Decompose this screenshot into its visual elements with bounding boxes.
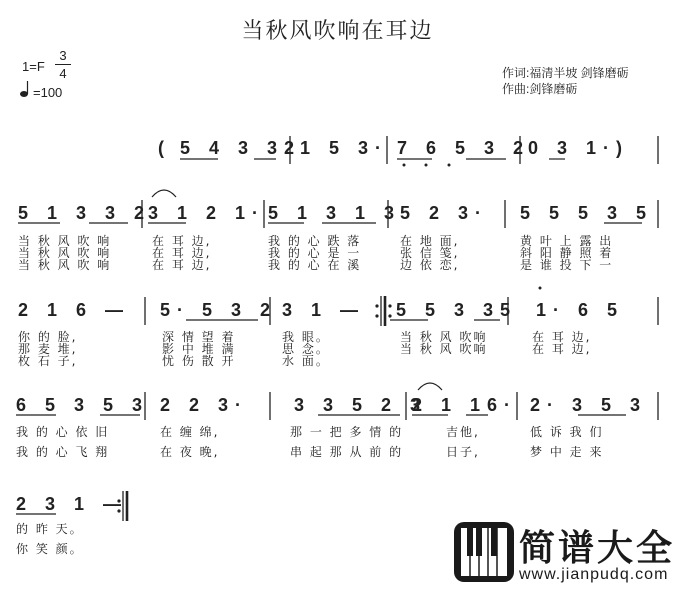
row4-verse2-lyric: 你 笑 颜。 xyxy=(16,542,84,556)
row1-verse3-lyric-1: 当 秋 风 吹 响 xyxy=(18,258,112,272)
row3-verse2-lyric-2: 在 夜 晚, xyxy=(160,445,220,459)
row2-measure-1: 2 1 6 — xyxy=(18,300,131,320)
row2-verse2-lyric-5: 在 耳 边, xyxy=(532,342,592,356)
row3-measure-3: 3 3 5 2 3 xyxy=(294,395,428,415)
row2-verse3-lyric-2: 忧 伤 散 开 xyxy=(162,354,236,368)
key-signature: 1=F xyxy=(22,59,45,74)
row3-verse2-lyric-1: 我 的 心 飞 翔 xyxy=(16,445,110,459)
row3-verse1-lyric-5: 低 诉 我 们 xyxy=(530,425,604,439)
row1-verse1-lyric-3: 我 的 心 跌 落 xyxy=(268,234,362,248)
row1-verse2-lyric-4: 张 信 笺, xyxy=(400,246,460,260)
row3-measure-1: 6 5 3 5 3 xyxy=(16,395,150,415)
piano-logo-icon xyxy=(452,520,516,584)
row1-verse2-lyric-1: 当 秋 风 吹 响 xyxy=(18,246,112,260)
row1-verse2-lyric-3: 我 的 心 是 一 xyxy=(268,246,362,260)
intro-measure-3: 7 6 5 3 2 xyxy=(397,138,531,158)
row1-measure-1: 5 1 3 3 2 xyxy=(18,203,152,223)
row2-verse2-lyric-1: 那 麦 堆, xyxy=(18,342,78,356)
row3-measure-5: 2· 3 5 3 xyxy=(530,395,648,415)
row1-verse1-lyric-1: 当 秋 风 吹 响 xyxy=(18,234,112,248)
intro-measure-2: 1 5 3· xyxy=(300,138,389,158)
row2-verse1-lyric-3: 我 眼。 xyxy=(282,330,330,344)
song-title: 当秋风吹响在耳边 xyxy=(241,18,434,43)
watermark-url: www.jianpudq.com xyxy=(519,566,669,583)
row1-verse1-lyric-5: 黄 叶 上 露 出 xyxy=(520,234,614,248)
row3-measure-2: 2 2 3· xyxy=(160,395,249,415)
intro-measure-1: 5 4 3 32 xyxy=(180,138,302,158)
row2-measure-3: 3 1 — xyxy=(282,300,366,320)
tempo-marking: =100 xyxy=(33,85,63,100)
row3-verse1-lyric-1: 我 的 心 依 旧 xyxy=(16,425,110,439)
row3-verse2-lyric-5: 梦 中 走 来 xyxy=(530,445,604,459)
row2-verse2-lyric-3: 思 念。 xyxy=(282,342,330,356)
row2-verse2-lyric-4: 当 秋 风 吹响 xyxy=(400,342,488,356)
row2-verse1-lyric-5: 在 耳 边, xyxy=(532,330,592,344)
row1-verse2-lyric-5: 斜 阳 静 照 着 xyxy=(520,246,614,260)
row2-measure-4: 5 5 3 35 xyxy=(396,300,518,320)
lyricist-credit: 作词:福清半坡 剑锋磨砺 xyxy=(502,66,629,80)
row2-verse1-lyric-1: 你 的 脸, xyxy=(18,330,78,344)
row1-verse3-lyric-3: 我 的 心 在 溪 xyxy=(268,258,362,272)
row1-verse1-lyric-2: 在 耳 边, xyxy=(152,234,212,248)
time-signature-top: 3 xyxy=(59,48,67,63)
row1-verse3-lyric-2: 在 耳 边, xyxy=(152,258,212,272)
watermark-brand: 简谱大全 xyxy=(519,527,675,568)
row3-verse1-lyric-2: 在 缠 绵, xyxy=(160,425,220,439)
row3-verse1-lyric-3: 那 一 把 多 情 的 xyxy=(290,425,404,439)
row2-verse1-lyric-2: 深 情 望 着 xyxy=(162,330,236,344)
row2-measure-5: 1· 6 5 xyxy=(536,300,625,320)
row1-measure-3: 5 1 3 1 3 xyxy=(268,203,402,223)
row2-verse3-lyric-3: 水 面。 xyxy=(282,354,330,368)
row2-verse3-lyric-1: 枚 石 子, xyxy=(18,354,78,368)
row2-verse2-lyric-2: 影 中 堆 满 xyxy=(162,342,236,356)
row3-verse2-lyric-4: 日子, xyxy=(446,445,480,459)
row2-verse1-lyric-4: 当 秋 风 吹响 xyxy=(400,330,488,344)
row2-measure-2: 5· 5 3 2 xyxy=(160,300,278,320)
row4-measure-1: 2 3 1 — xyxy=(16,494,129,514)
row1-verse2-lyric-2: 在 耳 边, xyxy=(152,246,212,260)
row1-measure-4: 5 2 3· xyxy=(400,203,489,223)
row3-verse1-lyric-4: 吉他, xyxy=(446,425,480,439)
row1-measure-2: 3 1 2 1· xyxy=(148,203,266,223)
intro-open-paren: ( xyxy=(158,138,171,158)
row1-verse1-lyric-4: 在 地 面, xyxy=(400,234,460,248)
time-signature-bottom: 4 xyxy=(55,64,71,82)
composer-credit: 作曲:剑锋磨砺 xyxy=(502,82,578,96)
intro-measure-4: 0 3 1·) xyxy=(528,138,630,158)
row1-measure-5: 5 5 5 3 5 xyxy=(520,203,654,223)
row3-verse2-lyric-3: 串 起 那 从 前 的 xyxy=(290,445,404,459)
row1-verse3-lyric-4: 边 依 恋, xyxy=(400,258,460,272)
row1-verse3-lyric-5: 是 谁 投 下 一 xyxy=(520,258,614,272)
row4-verse1-lyric: 的 昨 天。 xyxy=(16,522,84,536)
row3-measure-4: 2 1 16· xyxy=(412,395,518,415)
